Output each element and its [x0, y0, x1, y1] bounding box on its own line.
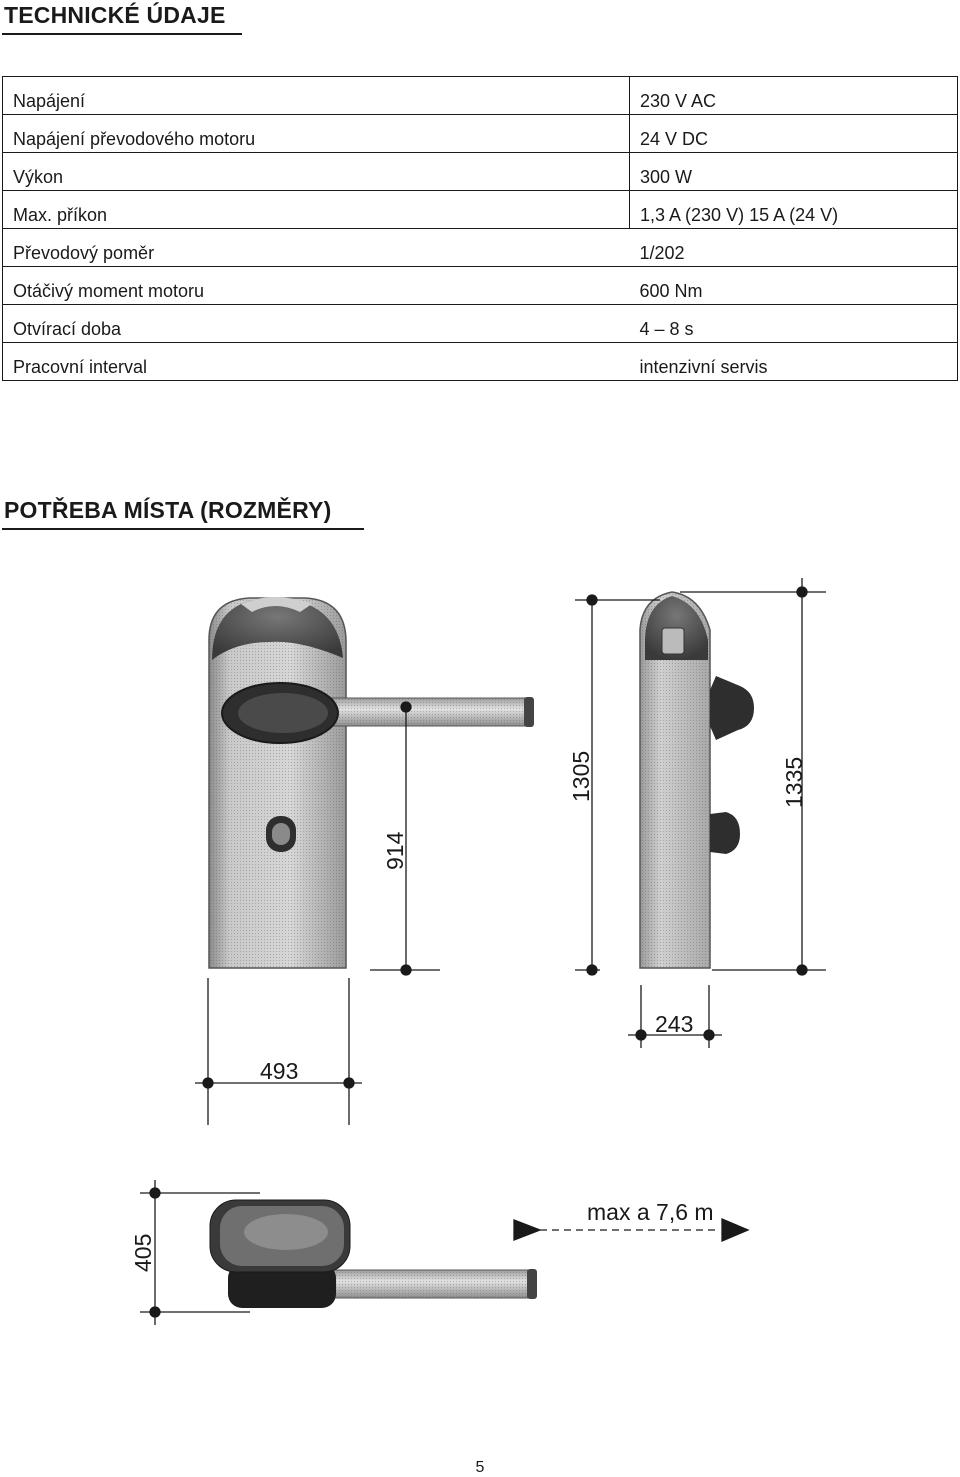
spec-value: 24 V DC	[630, 115, 958, 153]
lock-keyhole	[272, 823, 290, 845]
side-arm-hub	[710, 676, 754, 740]
dim-dot	[150, 1307, 160, 1317]
dim-dot	[797, 965, 807, 975]
dim-dot	[587, 965, 597, 975]
spec-label: Převodový poměr	[3, 229, 630, 267]
title-underline	[2, 528, 364, 530]
table-row	[3, 229, 958, 267]
dim-label-914: 914	[382, 831, 408, 870]
spec-table	[2, 76, 958, 381]
arm-end-cap	[524, 697, 534, 727]
spec-label: Otáčivý moment motoru	[3, 267, 630, 305]
dim-label-405: 405	[130, 1233, 156, 1272]
side-lock	[710, 812, 740, 854]
dim-dot	[704, 1030, 714, 1040]
spec-label: Napájení převodového motoru	[3, 115, 630, 153]
cabinet-texture	[209, 598, 346, 968]
section-title-dimensions: POTŘEBA MÍSTA (ROZMĚRY)	[4, 497, 332, 523]
barrier-top-view	[210, 1200, 537, 1308]
spec-value: 600 Nm	[630, 267, 958, 305]
dim-dot	[203, 1078, 213, 1088]
side-light	[662, 628, 684, 654]
spec-label: Napájení	[3, 77, 630, 115]
table-row	[3, 153, 958, 191]
spec-label: Otvírací doba	[3, 305, 630, 343]
barrier-side-view	[640, 592, 754, 968]
dim-dot	[636, 1030, 646, 1040]
spec-value: intenzivní servis	[630, 343, 958, 381]
spec-value: 300 W	[630, 153, 958, 191]
arm-hub-inner	[238, 693, 328, 733]
spec-label: Výkon	[3, 153, 630, 191]
table-row	[3, 267, 958, 305]
spec-value: 1,3 A (230 V) 15 A (24 V)	[630, 191, 958, 229]
top-arm-end	[527, 1269, 537, 1299]
table-row	[3, 343, 958, 381]
dim-dot	[401, 702, 411, 712]
table-row	[3, 191, 958, 229]
table-row	[3, 77, 958, 115]
spec-value: 1/202	[630, 229, 958, 267]
page-number: 5	[475, 1459, 485, 1476]
barrier-front-view	[209, 597, 534, 968]
dim-label-1305: 1305	[568, 750, 594, 802]
spec-value: 4 – 8 s	[630, 305, 958, 343]
dim-label-arm-length: max a 7,6 m	[587, 1199, 714, 1225]
spec-label: Max. příkon	[3, 191, 630, 229]
dim-dot	[797, 587, 807, 597]
arrow-right-icon	[722, 1219, 748, 1241]
dimension-drawing	[0, 540, 960, 1440]
dim-label-1335: 1335	[781, 756, 807, 808]
spec-label: Pracovní interval	[3, 343, 630, 381]
dim-label-243: 243	[655, 1011, 694, 1037]
section-title-technical-data: TECHNICKÉ ÚDAJE	[4, 2, 226, 28]
dim-dot	[150, 1188, 160, 1198]
top-arm-texture	[330, 1270, 535, 1298]
title-underline	[2, 33, 242, 35]
table-row	[3, 115, 958, 153]
dim-dot	[344, 1078, 354, 1088]
table-row	[3, 305, 958, 343]
arrow-right-icon	[514, 1220, 540, 1240]
dim-label-493: 493	[260, 1058, 299, 1084]
dim-dot	[587, 595, 597, 605]
spec-value: 230 V AC	[630, 77, 958, 115]
top-cabinet-highlight	[244, 1214, 328, 1250]
dim-dot	[401, 965, 411, 975]
